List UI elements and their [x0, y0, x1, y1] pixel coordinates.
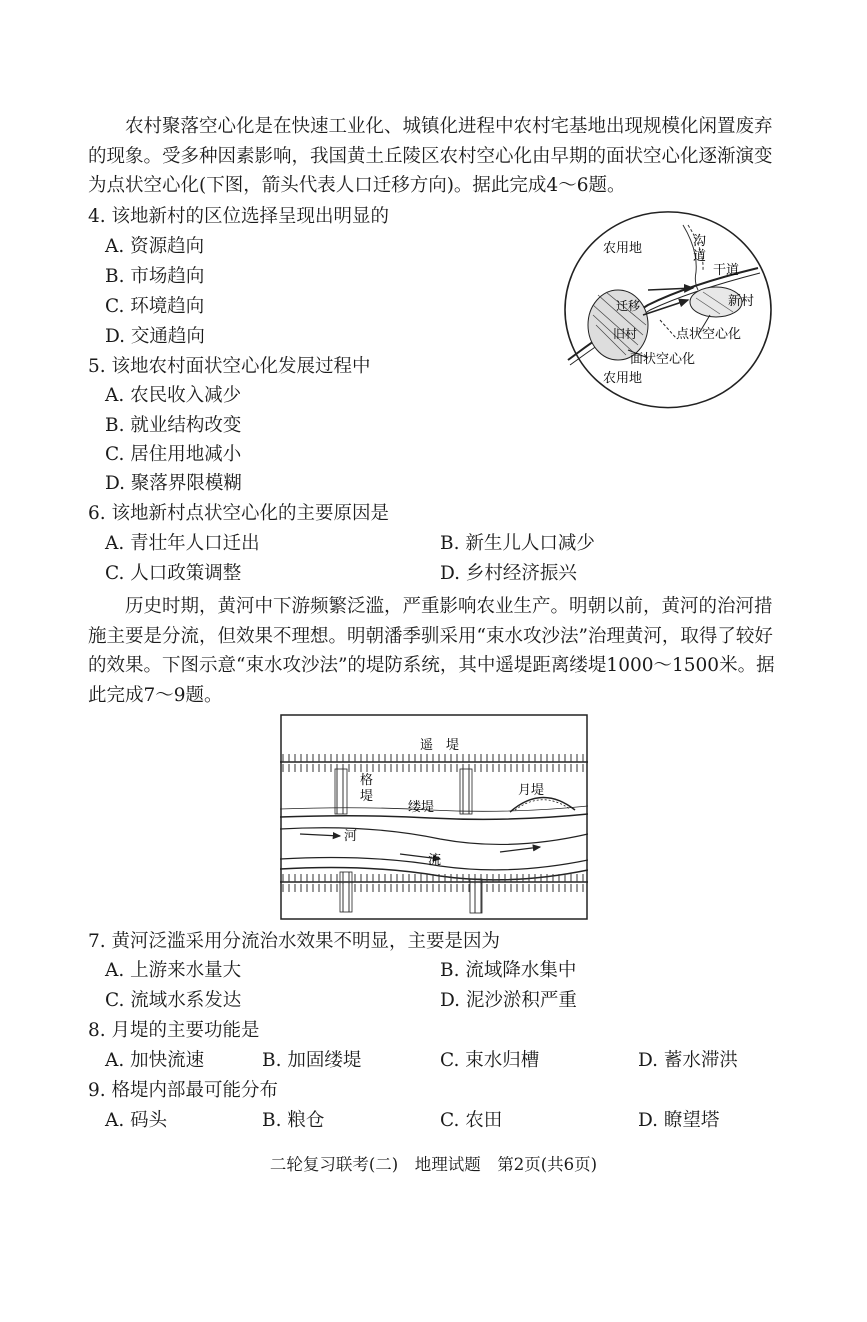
q4-option-d: D. 交通趋向 [105, 326, 205, 347]
q5-option-b: B. 就业结构改变 [105, 415, 242, 436]
q9-stem: 9. 格堤内部最可能分布 [88, 1080, 279, 1101]
label-area-hollowing: 面状空心化 [630, 352, 696, 367]
q8-option-c: C. 束水归槽 [440, 1050, 540, 1071]
q6-stem: 6. 该地新村点状空心化的主要原因是 [88, 503, 390, 524]
passage-2: 历史时期，黄河中下游频繁泛滥，严重影响农业生产。明朝以前，黄河的治河措施主要是分流，但效果不理想。明朝潘季驯采用“束水攻沙法”治理黄河，取得了较好的效果。下图示意“束水攻沙法”的堤防系统，其中遥堤距离缕堤1000～1500米。据此完成7～9题。 [88, 596, 775, 707]
q7-option-b: B. 流域降水集中 [440, 960, 577, 981]
q8-option-d: D. 蓄水滞洪 [638, 1050, 738, 1071]
label-yaodi: 遥 堤 [420, 738, 460, 753]
q5-option-d: D. 聚落界限模糊 [105, 473, 242, 494]
label-farmland-bottom: 农用地 [603, 371, 643, 386]
label-liu: 流 [428, 853, 442, 868]
q8-option-a: A. 加快流速 [105, 1050, 205, 1071]
q6-option-d: D. 乡村经济振兴 [440, 563, 577, 584]
label-farmland-top: 农用地 [603, 241, 643, 256]
q7-stem: 7. 黄河泛滥采用分流治水效果不明显，主要是因为 [88, 931, 501, 952]
q4-option-b: B. 市场趋向 [105, 266, 205, 287]
q7-option-d: D. 泥沙淤积严重 [440, 990, 577, 1011]
q9-option-c: C. 农田 [440, 1110, 503, 1131]
page-footer: 二轮复习联考(二) 地理试题 第2页(共6页) [269, 1155, 598, 1174]
label-gully-1: 沟 [693, 234, 707, 249]
q4-option-a: A. 资源趋向 [105, 236, 205, 257]
q9-option-d: D. 瞭望塔 [638, 1110, 720, 1131]
q4-stem: 4. 该地新村的区位选择呈现出明显的 [88, 206, 390, 227]
village-hollowing-map [548, 210, 788, 410]
label-gully-2: 道 [693, 249, 707, 264]
q8-option-b: B. 加固缕堤 [262, 1050, 362, 1071]
label-old-village: 旧村 [613, 327, 638, 341]
label-gedi-2: 堤 [360, 789, 374, 804]
q5-option-c: C. 居住用地减小 [105, 444, 242, 465]
label-yuedi: 月堤 [518, 783, 545, 798]
label-lvdi: 缕堤 [408, 800, 435, 815]
q5-stem: 5. 该地农村面状空心化发展过程中 [88, 356, 371, 377]
q9-option-a: A. 码头 [105, 1110, 168, 1131]
levee-system-diagram [280, 714, 588, 920]
q7-option-c: C. 流域水系发达 [105, 990, 242, 1011]
label-he: 河 [344, 829, 358, 844]
label-gedi-1: 格 [360, 773, 374, 788]
label-new-village: 新村 [728, 294, 755, 309]
q4-option-c: C. 环境趋向 [105, 296, 205, 317]
q7-option-a: A. 上游来水量大 [105, 960, 242, 981]
label-main-road: 干道 [713, 263, 740, 278]
q6-option-b: B. 新生儿人口减少 [440, 533, 595, 554]
q6-option-a: A. 青壮年人口迁出 [105, 533, 260, 554]
label-point-hollowing: 点状空心化 [676, 327, 742, 342]
label-relocation: 迁移 [616, 299, 641, 313]
q9-option-b: B. 粮仓 [262, 1110, 325, 1131]
passage-1: 农村聚落空心化是在快速工业化、城镇化进程中农村宅基地出现规模化闲置废弃的现象。受多种因素影响，我国黄土丘陵区农村空心化由早期的面状空心化逐渐演变为点状空心化(下图，箭头代表人口迁移方向)。据此完成4～6题。 [88, 116, 773, 197]
q8-stem: 8. 月堤的主要功能是 [88, 1020, 260, 1041]
q5-option-a: A. 农民收入减少 [105, 385, 242, 406]
q6-option-c: C. 人口政策调整 [105, 563, 242, 584]
